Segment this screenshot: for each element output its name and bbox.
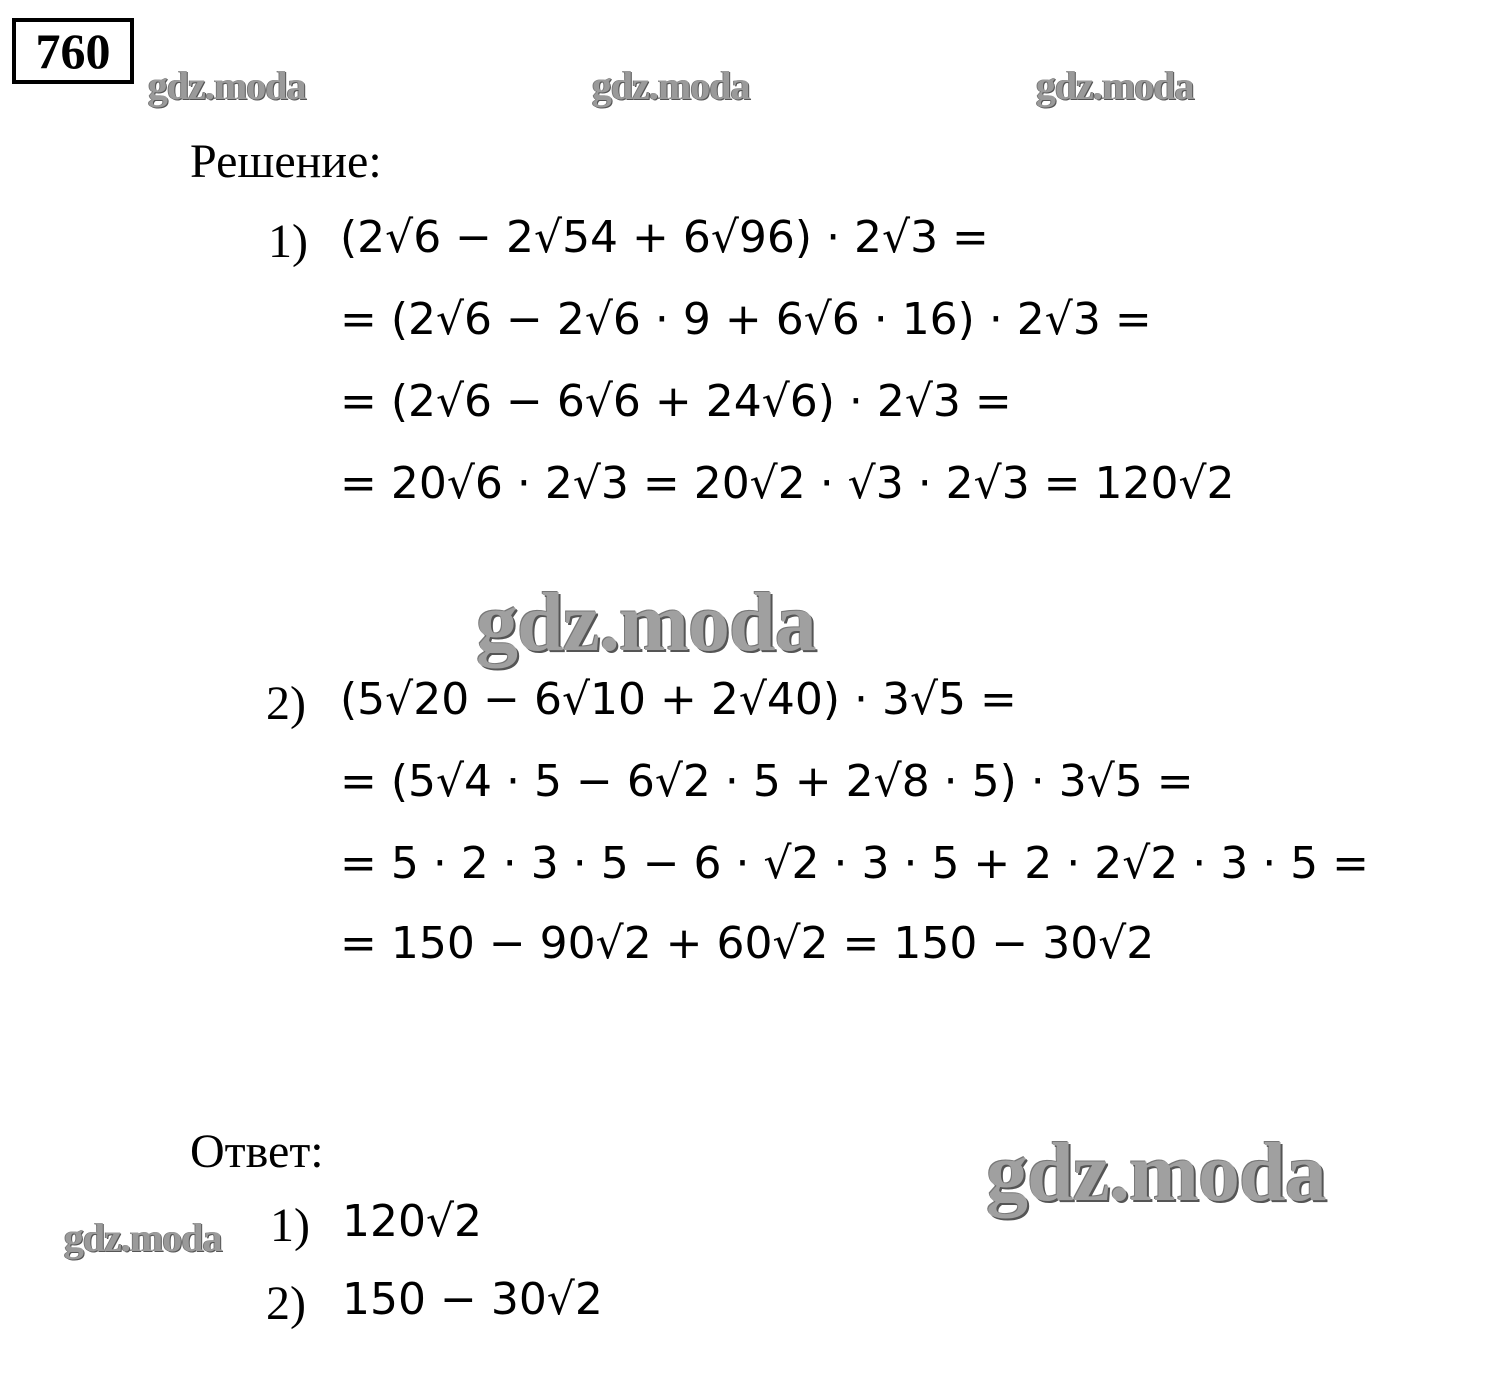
part1-line-2: = (2√6 − 2√6 · 9 + 6√6 · 16) · 2√3 =: [340, 294, 1152, 345]
watermark-text: gdz.moda: [592, 63, 750, 108]
answer-2-value: 150 − 30√2: [342, 1274, 603, 1325]
answer-1-value: 120√2: [342, 1196, 483, 1247]
part2-line-3: = 5 · 2 · 3 · 5 − 6 · √2 · 3 · 5 + 2 · 2√2 · 3 · 5 =: [340, 838, 1370, 889]
problem-number: 760: [12, 18, 134, 84]
part1-line-3: = (2√6 − 6√6 + 24√6) · 2√3 =: [340, 376, 1012, 427]
solution-heading: Решение:: [190, 135, 382, 188]
answer-1-number: 1): [270, 1199, 310, 1252]
part2-number: 2): [266, 677, 306, 730]
watermark-text: gdz.moda: [64, 1215, 222, 1260]
part2-line-2: = (5√4 · 5 − 6√2 · 5 + 2√8 · 5) · 3√5 =: [340, 756, 1194, 807]
answer-2-number: 2): [266, 1277, 306, 1330]
part1-line-4: = 20√6 · 2√3 = 20√2 · √3 · 2√3 = 120√2: [340, 458, 1235, 509]
part2-line-1: (5√20 − 6√10 + 2√40) · 3√5 =: [340, 674, 1017, 725]
watermark-text: gdz.moda: [986, 1126, 1326, 1219]
part2-line-4: = 150 − 90√2 + 60√2 = 150 − 30√2: [340, 918, 1155, 969]
part1-number: 1): [268, 215, 308, 268]
watermark-text: gdz.moda: [476, 576, 816, 669]
part1-line-1: (2√6 − 2√54 + 6√96) · 2√3 =: [340, 212, 989, 263]
watermark-text: gdz.moda: [1036, 63, 1194, 108]
answer-heading: Ответ:: [190, 1125, 324, 1178]
watermark-text: gdz.moda: [148, 63, 306, 108]
